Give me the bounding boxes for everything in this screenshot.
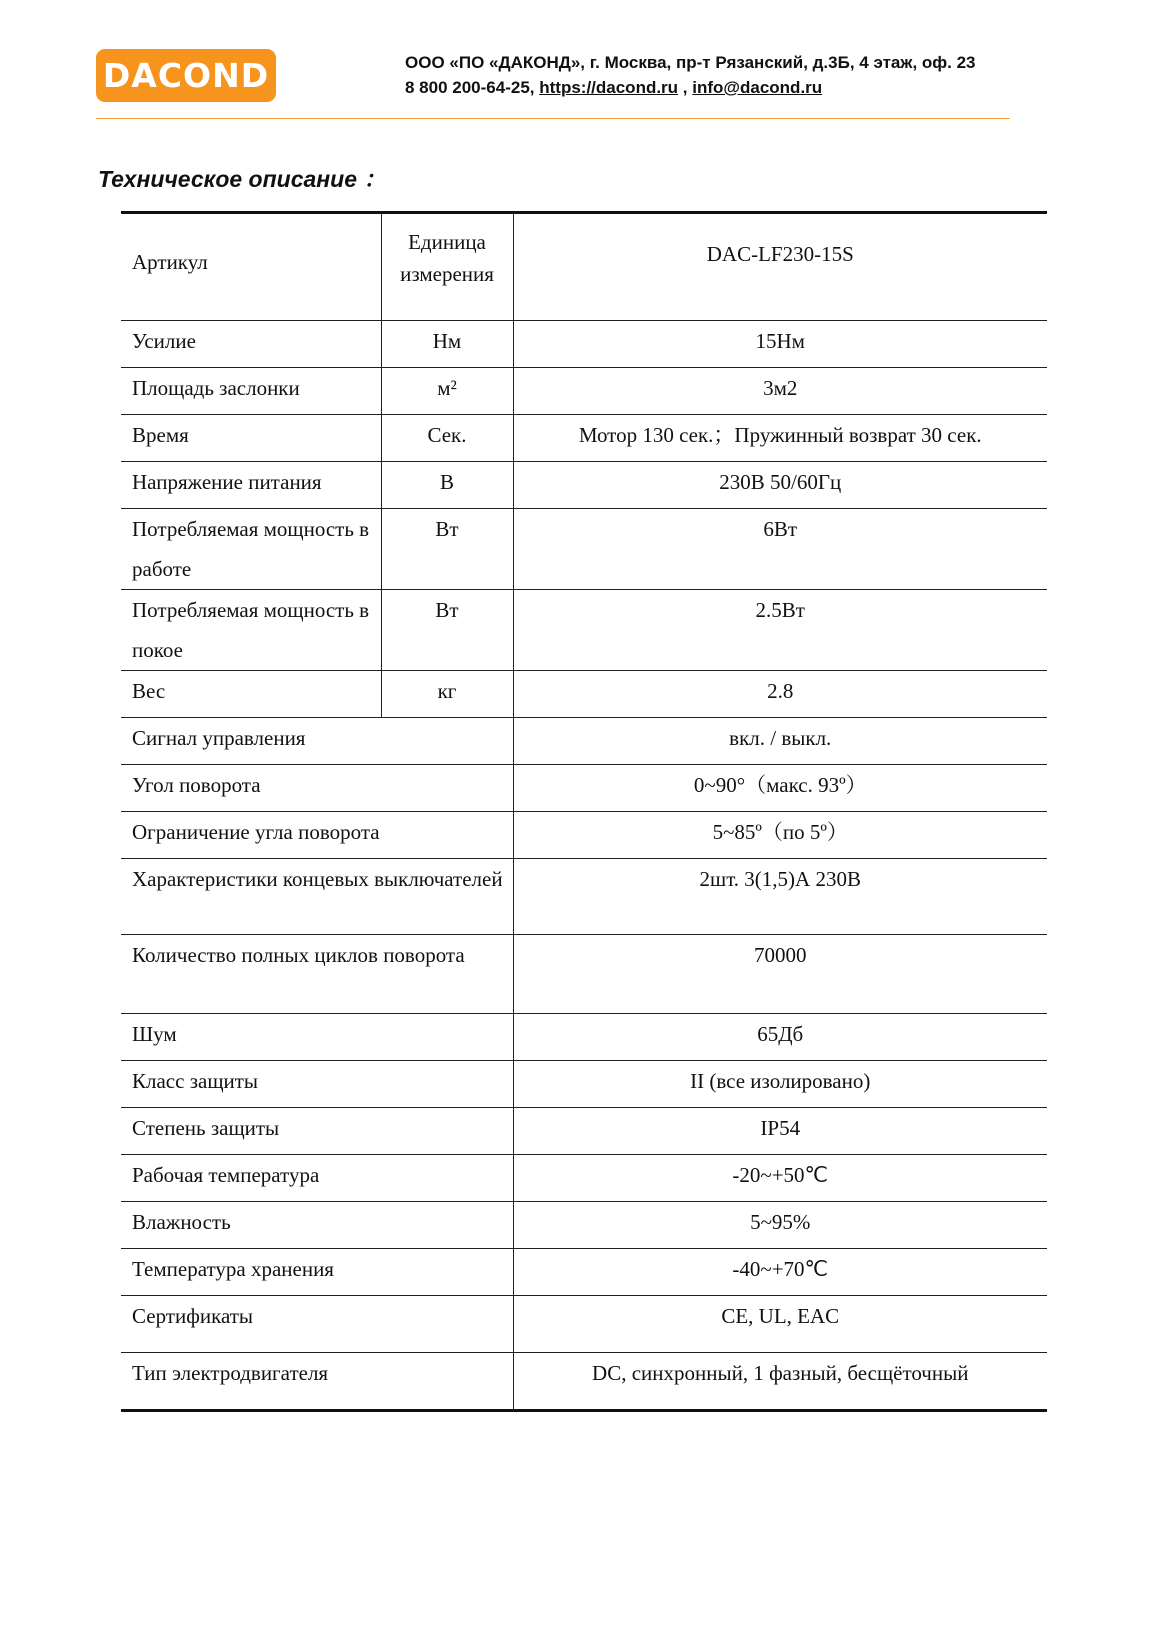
param-cell: Влажность (121, 1202, 513, 1249)
value-cell: IP54 (513, 1108, 1047, 1155)
table-row (121, 859, 1047, 935)
unit-cell: м² (381, 368, 513, 415)
table-row (121, 1155, 1047, 1202)
table-row (121, 321, 1047, 368)
value-cell: 15Нм (513, 321, 1047, 368)
table-row (121, 765, 1047, 812)
table-row (121, 1014, 1047, 1061)
table-row (121, 462, 1047, 509)
value-cell: CE, UL, EAC (513, 1296, 1047, 1353)
param-cell: Напряжение питания (121, 462, 381, 509)
table-row (121, 671, 1047, 718)
value-cell: вкл. / выкл. (513, 718, 1047, 765)
value-cell: 0~90°（макс. 93º） (513, 765, 1047, 812)
header-unit-cell (381, 213, 513, 321)
unit-cell: Вт (381, 509, 513, 590)
header-value-cell: DAC-LF230-15S (513, 213, 1047, 321)
table-header-row (121, 213, 1047, 321)
param-cell: Сертификаты (121, 1296, 513, 1353)
header-param-cell: Артикул (121, 213, 381, 321)
value-cell: 5~85º（по 5º） (513, 812, 1047, 859)
value-cell: -20~+50℃ (513, 1155, 1047, 1202)
param-cell: Характеристики концевых выключателей (121, 859, 513, 935)
contact-line (405, 75, 1125, 100)
value-cell: 70000 (513, 935, 1047, 1014)
value-cell: 3м2 (513, 368, 1047, 415)
unit-cell: Вт (381, 590, 513, 671)
value-cell: 2.8 (513, 671, 1047, 718)
unit-cell: В (381, 462, 513, 509)
header-unit-line2: измерения (400, 262, 494, 286)
link-separator: , (682, 78, 688, 97)
table-row (121, 509, 1047, 590)
header-unit-line1: Единица (408, 230, 486, 254)
phone-number: 8 800 200-64-25, (405, 78, 535, 97)
param-cell: Тип электродвигателя (121, 1353, 513, 1411)
unit-cell: Нм (381, 321, 513, 368)
param-cell: Усилие (121, 321, 381, 368)
table-row (121, 1061, 1047, 1108)
param-cell: Класс защиты (121, 1061, 513, 1108)
value-cell: 65Дб (513, 1014, 1047, 1061)
table-row (121, 1108, 1047, 1155)
param-cell: Угол поворота (121, 765, 513, 812)
param-cell: Ограничение угла поворота (121, 812, 513, 859)
value-cell: -40~+70℃ (513, 1249, 1047, 1296)
value-cell: 5~95% (513, 1202, 1047, 1249)
dacond-logo (96, 49, 276, 102)
value-cell: DC, синхронный, 1 фазный, бесщёточный (513, 1353, 1047, 1411)
param-cell: Рабочая температура (121, 1155, 513, 1202)
value-cell: 230В 50/60Гц (513, 462, 1047, 509)
param-cell: Количество полных циклов поворота (121, 935, 513, 1014)
table-row (121, 1353, 1047, 1411)
value-cell: 2.5Вт (513, 590, 1047, 671)
email-link[interactable]: info@dacond.ru (692, 78, 823, 97)
table-row (121, 1249, 1047, 1296)
value-cell: 2шт. 3(1,5)А 230В (513, 859, 1047, 935)
param-cell: Сигнал управления (121, 718, 513, 765)
table-row (121, 590, 1047, 671)
table-row (121, 368, 1047, 415)
param-cell: Вес (121, 671, 381, 718)
company-contacts (405, 50, 1125, 100)
param-cell: Температура хранения (121, 1249, 513, 1296)
unit-cell: кг (381, 671, 513, 718)
param-cell: Степень защиты (121, 1108, 513, 1155)
table-row (121, 1296, 1047, 1353)
section-title: Техническое описание ： (98, 166, 387, 192)
table-row (121, 415, 1047, 462)
value-cell: II (все изолировано) (513, 1061, 1047, 1108)
company-address: ООО «ПО «ДАКОНД», г. Москва, пр-т Рязанский, д.3Б, 4 этаж, оф. 23 (405, 53, 976, 72)
param-cell: Потребляемая мощность в покое (121, 590, 381, 671)
param-cell: Время (121, 415, 381, 462)
table-row (121, 935, 1047, 1014)
spec-table (121, 211, 1047, 1412)
table-row (121, 1202, 1047, 1249)
logo-text: DACOND (102, 56, 270, 95)
value-cell: 6Вт (513, 509, 1047, 590)
param-cell: Площадь заслонки (121, 368, 381, 415)
param-cell: Потребляемая мощность в работе (121, 509, 381, 590)
table-row (121, 718, 1047, 765)
table-row (121, 812, 1047, 859)
unit-cell: Сек. (381, 415, 513, 462)
website-link[interactable]: https://dacond.ru (539, 78, 679, 97)
header-divider (96, 118, 1010, 119)
param-cell: Шум (121, 1014, 513, 1061)
value-cell: Мотор 130 сек.；Пружинный возврат 30 сек. (513, 415, 1047, 462)
